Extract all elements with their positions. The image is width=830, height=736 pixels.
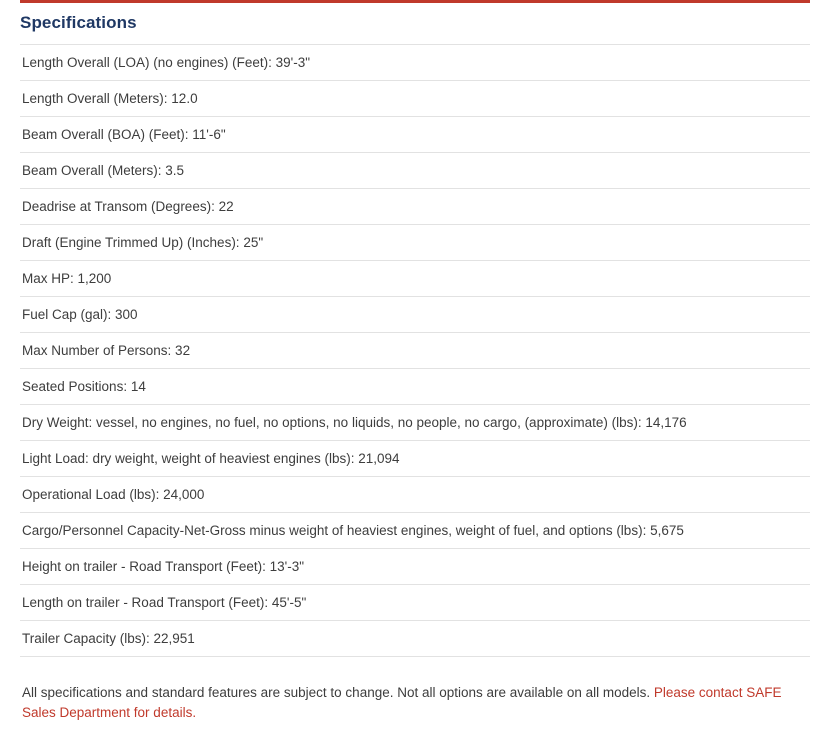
list-item: Trailer Capacity (lbs): 22,951	[20, 621, 810, 657]
list-item: Seated Positions: 14	[20, 369, 810, 405]
disclaimer-static-text: All specifications and standard features are subject to change. Not all options are available on all models.	[22, 684, 651, 700]
contact-sales-link[interactable]: Please contact SAFE Sales Department for details.	[22, 684, 782, 720]
list-item: Deadrise at Transom (Degrees): 22	[20, 189, 810, 225]
list-item: Light Load: dry weight, weight of heaviest engines (lbs): 21,094	[20, 441, 810, 477]
specifications-list	[20, 44, 810, 657]
list-item: Max Number of Persons: 32	[20, 333, 810, 369]
list-item: Fuel Cap (gal): 300	[20, 297, 810, 333]
list-item: Height on trailer - Road Transport (Feet): 13'-3"	[20, 549, 810, 585]
list-item: Draft (Engine Trimmed Up) (Inches): 25"	[20, 225, 810, 261]
list-item: Length Overall (LOA) (no engines) (Feet): 39'-3"	[20, 45, 810, 81]
list-item: Max HP: 1,200	[20, 261, 810, 297]
list-item: Operational Load (lbs): 24,000	[20, 477, 810, 513]
list-item: Dry Weight: vessel, no engines, no fuel, no options, no liquids, no people, no cargo, (approximate) (lbs): 14,176	[20, 405, 810, 441]
list-item: Cargo/Personnel Capacity-Net-Gross minus weight of heaviest engines, weight of fuel, and options (lbs): 5,675	[20, 513, 810, 549]
disclaimer-text	[20, 671, 810, 723]
list-item: Beam Overall (BOA) (Feet): 11'-6"	[20, 117, 810, 153]
list-item: Beam Overall (Meters): 3.5	[20, 153, 810, 189]
specifications-content	[0, 3, 830, 736]
page-title: Specifications	[20, 13, 137, 32]
list-item: Length Overall (Meters): 12.0	[20, 81, 810, 117]
list-item: Length on trailer - Road Transport (Feet): 45'-5"	[20, 585, 810, 621]
